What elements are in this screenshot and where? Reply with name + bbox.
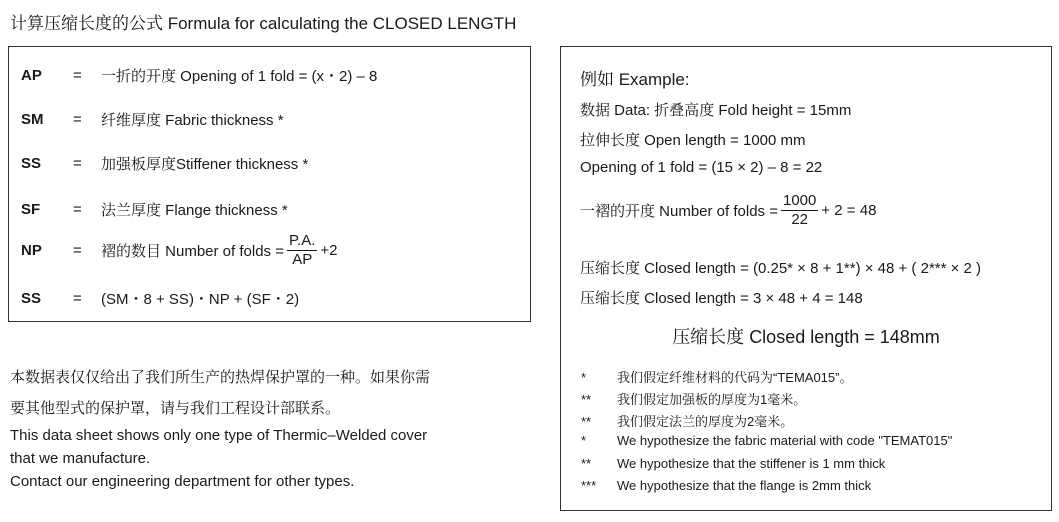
footnote-text: 我们假定法兰的厚度为2毫米。 [617, 414, 794, 429]
definition-equals: = [73, 111, 82, 128]
definition-suffix: +2 [320, 241, 338, 259]
definition-equals: = [73, 290, 82, 307]
definition-text: 褶的数目 Number of folds = [101, 242, 284, 260]
footnote-mark: ** [581, 414, 592, 429]
definition-row [21, 153, 308, 174]
fraction [287, 233, 317, 268]
footnote-text: 我们假定纤维材料的代码为“TEMA015”。 [617, 370, 853, 385]
footnote-text: 我们假定加强板的厚度为1毫米。 [617, 392, 807, 407]
footnote [581, 367, 852, 386]
footnote-mark: * [581, 433, 587, 448]
definition-symbol: SM [21, 111, 44, 128]
fraction [781, 193, 818, 228]
example-title: 例如 Example: [580, 70, 690, 89]
folds-line [580, 193, 876, 228]
definition-row [21, 65, 377, 86]
page-title: 计算压缩长度的公式 Formula for calculating the CLOSED LENGTH [10, 14, 517, 33]
example-line: Opening of 1 fold = (15 × 2) – 8 = 22 [580, 159, 823, 176]
definition-symbol: AP [21, 67, 42, 84]
footnote-mark: * [581, 370, 587, 385]
example-line: 拉伸长度 Open length = 1000 mm [580, 132, 806, 149]
definition-equals: = [73, 67, 82, 84]
note-paragraph-line: Contact our engineering department for other types. [10, 473, 355, 490]
definition-equals: = [73, 241, 82, 259]
footnote [581, 389, 806, 408]
closed-length-line-2: 压缩长度 Closed length = 3 × 48 + 4 = 148 [580, 290, 863, 307]
fraction-denominator: 22 [791, 210, 809, 228]
closed-length-result: 压缩长度 Closed length = 148mm [672, 327, 940, 347]
fraction-numerator: P.A. [288, 232, 316, 249]
definition-row [21, 199, 288, 220]
footnote [581, 411, 793, 430]
note-paragraph-line: 要其他型式的保护罩，请与我们工程设计部联系。 [10, 400, 341, 417]
definition-text: 纤维厚度 Fabric thickness * [101, 112, 284, 129]
footnote [581, 433, 952, 448]
footnote-mark: ** [581, 392, 592, 407]
footnote-text: We hypothesize that the stiffener is 1 mm thick [617, 456, 886, 471]
footnote-text: We hypothesize the fabric material with code "TEMAT015" [617, 433, 953, 448]
definition-text: 加强板厚度Stiffener thickness * [101, 156, 309, 173]
definition-row [21, 233, 338, 268]
footnote-mark: *** [581, 478, 597, 493]
definition-row [21, 109, 284, 130]
definition-text: 法兰厚度 Flange thickness * [101, 202, 288, 219]
folds-prefix: 一褶的开度 Number of folds = [580, 202, 778, 220]
definition-row [21, 288, 299, 309]
footnote-text: We hypothesize that the flange is 2mm thick [617, 478, 872, 493]
folds-suffix: + 2 = 48 [821, 201, 877, 219]
definition-symbol: SS [21, 290, 42, 307]
footnote [581, 478, 871, 493]
fraction-denominator: AP [292, 250, 313, 268]
example-line: 数据 Data: 折叠高度 Fold height = 15mm [580, 102, 852, 119]
fraction-numerator: 1000 [782, 192, 817, 209]
definition-equals: = [73, 155, 82, 172]
note-paragraph-line: that we manufacture. [10, 450, 151, 467]
note-paragraph-line: This data sheet shows only one type of Thermic–Welded cover [10, 427, 428, 444]
formula-definitions-box [8, 46, 531, 322]
closed-length-line-1: 压缩长度 Closed length = (0.25* × 8 + 1**) × 48 + ( 2*** × 2 ) [580, 260, 982, 277]
definition-text: (SM・8 + SS)・NP + (SF・2) [101, 291, 300, 308]
definition-symbol: SF [21, 201, 41, 218]
definition-equals: = [73, 201, 82, 218]
footnote [581, 456, 885, 471]
note-paragraph-line: 本数据表仅仅给出了我们所生产的热焊保护罩的一种。如果你需 [10, 369, 431, 386]
definition-text: 一折的开度 Opening of 1 fold = (x・2) – 8 [101, 68, 378, 85]
definition-symbol: SS [21, 155, 42, 172]
definition-symbol: NP [21, 241, 42, 259]
example-box [560, 46, 1052, 511]
footnote-mark: ** [581, 456, 592, 471]
